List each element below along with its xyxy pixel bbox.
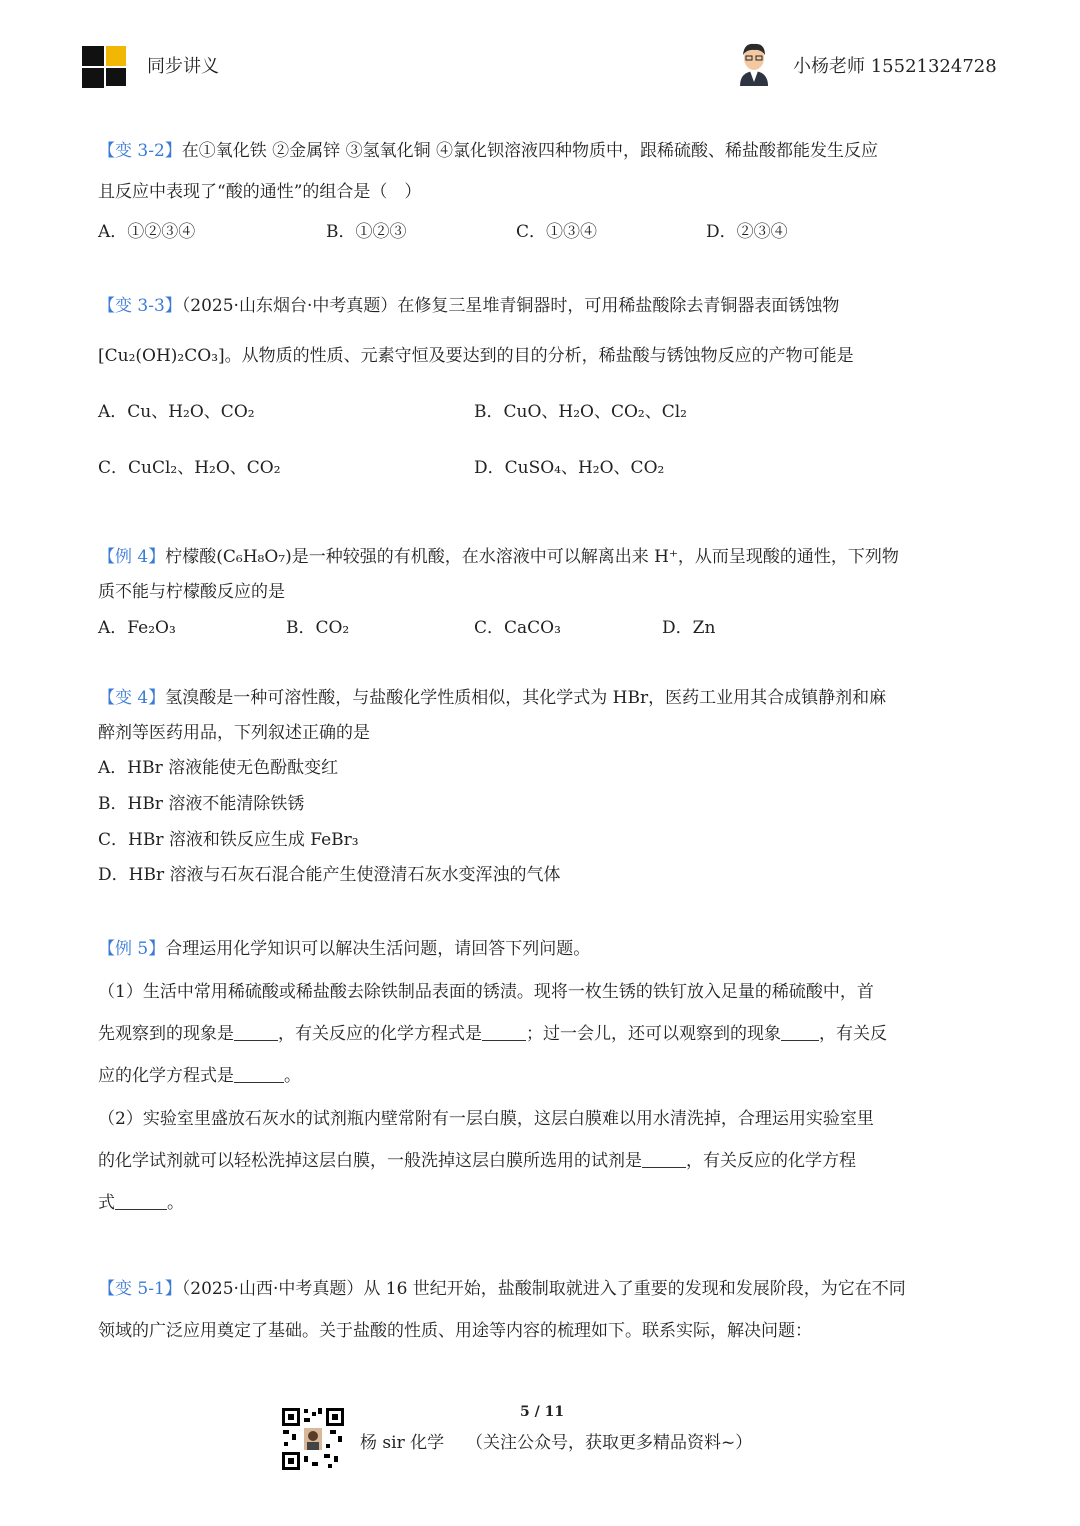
ex5-p1-text-f: 。 <box>284 1066 301 1086</box>
q4-option-d: D．HBr 溶液与石灰石混合能产生使澄清石灰水变浑浊的气体 <box>98 865 561 885</box>
answer-blank[interactable] <box>482 1024 526 1041</box>
ex4-line1 <box>98 545 899 569</box>
ex4-stem: 柠檬酸(C₆H₈O₇)是一种较强的有机酸，在水溶液中可以解离出来 H⁺，从而呈现酸的通性，下列物 <box>165 547 899 567</box>
ex4-line2: 质不能与柠檬酸反应的是 <box>98 582 285 602</box>
ex5-line1 <box>98 937 590 961</box>
page-number: 5 / 11 <box>520 1404 565 1420</box>
teacher-contact: 小杨老师 15521324728 <box>793 56 997 77</box>
ex4-option-b: B．CO₂ <box>286 618 350 638</box>
q5-1-line1 <box>98 1277 906 1301</box>
q3-2-option-a: A．①②③④ <box>98 222 196 242</box>
q3-3-option-d: D．CuSO₄、H₂O、CO₂ <box>474 458 665 478</box>
q4-option-b: B．HBr 溶液不能清除铁锈 <box>98 794 305 814</box>
q3-3-stem: （2025·山东烟台·中考真题）在修复三星堆青铜器时，可用稀盐酸除去青铜器表面锈蚀物 <box>181 296 840 316</box>
q4-option-a: A．HBr 溶液能使无色酚酞变红 <box>98 758 339 778</box>
ex5-tag: 【例 5】 <box>98 939 166 959</box>
q5-1-tag: 【变 5-1】 <box>98 1279 182 1299</box>
q5-1-stem: （2025·山西·中考真题）从 16 世纪开始，盐酸制取就进入了重要的发现和发展阶段，为它在不同 <box>181 1279 906 1299</box>
q3-3-line2 <box>98 344 854 368</box>
ex5-p1-line1: （1）生活中常用稀硫酸或稀盐酸去除铁制品表面的锈渍。现将一枚生锈的铁钉放入足量的稀硫酸中，首 <box>98 982 874 1002</box>
q3-2-line1 <box>98 139 878 163</box>
ex5-stem: 合理运用化学知识可以解决生活问题，请回答下列问题。 <box>165 939 591 959</box>
ex5-p1-text-e: 应的化学方程式是 <box>98 1066 234 1086</box>
ex5-p2-line2 <box>98 1149 856 1173</box>
q3-3-option-c: C．CuCl₂、H₂O、CO₂ <box>98 458 281 478</box>
ex5-p1-text-d: ，有关反 <box>819 1024 887 1044</box>
q3-3-option-a: A．Cu、H₂O、CO₂ <box>98 402 255 422</box>
footer-note: （关注公众号，获取更多精品资料~） <box>466 1433 753 1453</box>
q3-3-line1 <box>98 294 839 318</box>
ex5-p1-text-b: ，有关反应的化学方程式是 <box>278 1024 482 1044</box>
answer-blank[interactable] <box>234 1066 284 1083</box>
q5-1-line2: 领域的广泛应用奠定了基础。关于盐酸的性质、用途等内容的梳理如下。联系实际，解决问题： <box>98 1321 812 1341</box>
q4-option-c: C．HBr 溶液和铁反应生成 FeBr₃ <box>98 830 359 850</box>
q3-2-tag: 【变 3-2】 <box>98 141 182 161</box>
ex4-option-c: C．CaCO₃ <box>474 618 561 638</box>
qr-code <box>280 1406 346 1472</box>
answer-blank[interactable] <box>781 1024 819 1041</box>
ex5-p2-text-d: 。 <box>167 1193 184 1213</box>
ex5-p2-text-b: ，有关反应的化学方程 <box>686 1151 856 1171</box>
q4-line1 <box>98 686 886 710</box>
ex4-tag: 【例 4】 <box>98 547 166 567</box>
ex5-p1-line2 <box>98 1022 887 1046</box>
answer-blank[interactable] <box>115 1193 167 1210</box>
q3-3-option-b: B．CuO、H₂O、CO₂、Cl₂ <box>474 402 687 422</box>
answer-blank[interactable] <box>234 1024 278 1041</box>
ex5-p2-line1: （2）实验室里盛放石灰水的试剂瓶内壁常附有一层白膜，这层白膜难以用水清洗掉，合理运用实验室里 <box>98 1109 874 1129</box>
ex5-p1-line3 <box>98 1064 301 1088</box>
ex4-option-a: A．Fe₂O₃ <box>98 618 176 638</box>
ex5-p2-text-a: 的化学试剂就可以轻松洗掉这层白膜，一般洗掉这层白膜所选用的试剂是 <box>98 1151 642 1171</box>
ex5-p2-text-c: 式 <box>98 1193 115 1213</box>
q4-stem: 氢溴酸是一种可溶性酸，与盐酸化学性质相似，其化学式为 HBr，医药工业用其合成镇静剂和麻 <box>165 688 887 708</box>
footer-account: 杨 sir 化学 <box>360 1433 445 1453</box>
header-title: 同步讲义 <box>147 56 219 77</box>
q3-3-stem-cont: 。从物质的性质、元素守恒及要达到的目的分析，稀盐酸与锈蚀物反应的产物可能是 <box>224 346 854 366</box>
q3-2-stem: 在①氧化铁 ②金属锌 ③氢氧化铜 ④氯化钡溶液四种物质中，跟稀硫酸、稀盐酸都能发生反应 <box>181 141 878 161</box>
ex5-p1-text-c: ；过一会儿，还可以观察到的现象 <box>526 1024 781 1044</box>
q3-2-option-c: C．①③④ <box>516 222 598 242</box>
q3-2-line2: 且反应中表现了“酸的通性”的组合是（ ） <box>98 182 422 202</box>
answer-blank[interactable] <box>642 1151 686 1168</box>
q3-3-tag: 【变 3-3】 <box>98 296 182 316</box>
q3-2-option-b: B．①②③ <box>326 222 407 242</box>
q3-3-formula: [Cu₂(OH)₂CO₃] <box>98 346 225 366</box>
ex5-p2-line3 <box>98 1191 184 1215</box>
q4-tag: 【变 4】 <box>98 688 166 708</box>
q3-2-option-d: D．②③④ <box>706 222 788 242</box>
teacher-avatar <box>732 38 776 86</box>
ex5-p1-text-a: 先观察到的现象是 <box>98 1024 234 1044</box>
ex4-option-d: D．Zn <box>662 618 716 638</box>
q4-line2: 醉剂等医药用品，下列叙述正确的是 <box>98 723 370 743</box>
logo <box>80 42 136 90</box>
